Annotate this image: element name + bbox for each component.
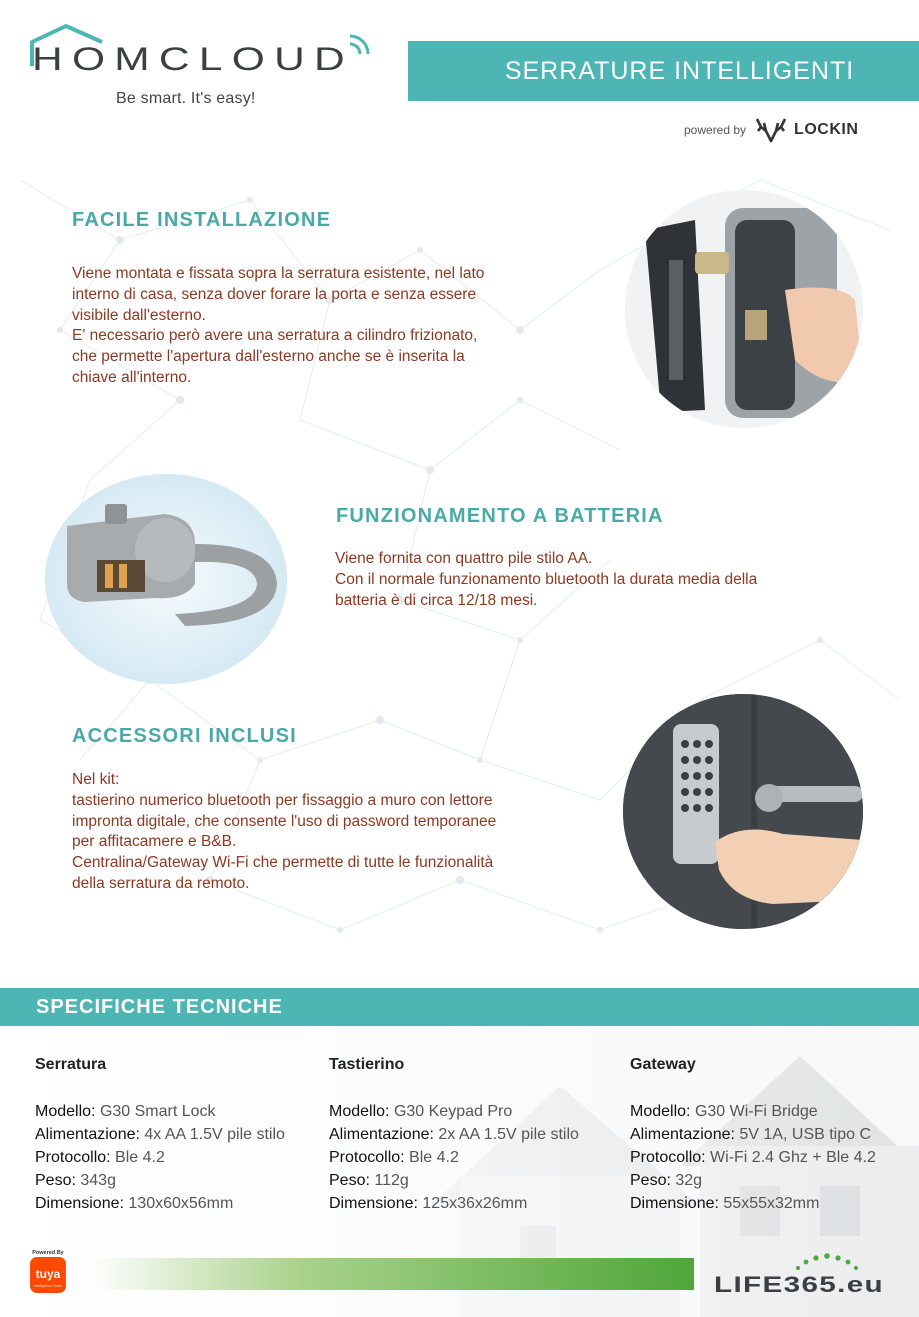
- brand-wordmark: HOMCLOUD: [32, 41, 354, 77]
- spec-row: [630, 1100, 876, 1123]
- body-line: tastierino numerico bluetooth per fissaggio a muro con lettore: [72, 791, 493, 809]
- spec-row: [35, 1169, 285, 1192]
- spec-row: [630, 1123, 876, 1146]
- spec-row: [630, 1169, 876, 1192]
- spec-row: [329, 1123, 579, 1146]
- spec-value: 32g: [675, 1172, 703, 1189]
- body-line: Viene montata e fissata sopra la serratura esistente, nel lato: [72, 265, 485, 282]
- body-line: impronta digitale, che consente l'uso di password temporanee: [72, 812, 497, 830]
- specs-title: SPECIFICHE TECNICHE: [36, 996, 283, 1018]
- spec-heading: Gateway: [630, 1056, 696, 1073]
- spec-value: G30 Wi-Fi Bridge: [694, 1103, 818, 1120]
- tuya-badge: [27, 1248, 69, 1296]
- dots-arc-icon: [796, 1253, 858, 1270]
- specs-header-bar: [0, 988, 919, 1026]
- spec-value: G30 Keypad Pro: [393, 1103, 513, 1120]
- spec-key: Protocollo:: [329, 1149, 405, 1166]
- tuya-subtitle: Intelligence Inside: [33, 1284, 63, 1288]
- house-logo-icon: [22, 24, 382, 88]
- deer-antlers-icon: [754, 117, 788, 143]
- spec-row: [329, 1192, 579, 1215]
- spec-value: 112g: [374, 1172, 409, 1189]
- spec-value: 2x AA 1.5V pile stilo: [438, 1126, 579, 1143]
- spec-key: Modello:: [630, 1103, 691, 1120]
- section-body-accessori: [72, 770, 496, 895]
- spec-key: Alimentazione:: [35, 1126, 140, 1143]
- spec-value: Ble 4.2: [409, 1149, 459, 1166]
- spec-value: 55x55x32mm: [723, 1195, 820, 1212]
- section-title-accessori: ACCESSORI INCLUSI: [72, 725, 297, 747]
- body-line: per affitacamere e B&B.: [72, 833, 237, 851]
- body-line: Con il normale funzionamento bluetooth la durata media della: [335, 570, 758, 588]
- body-line: Nel kit:: [72, 771, 120, 788]
- spec-value: 125x36x26mm: [422, 1195, 528, 1212]
- tagline: Be smart. It's easy!: [116, 90, 256, 107]
- powered-by-lockin: [684, 115, 858, 145]
- spec-value: Ble 4.2: [115, 1149, 165, 1166]
- spec-key: Peso:: [329, 1172, 370, 1189]
- body-line: Viene fornita con quattro pile stilo AA.: [335, 550, 593, 567]
- body-line: E' necessario però avere una serratura a cilindro frizionato,: [72, 327, 478, 345]
- spec-key: Dimensione:: [329, 1195, 418, 1212]
- section-title-batteria: FUNZIONAMENTO A BATTERIA: [336, 505, 664, 527]
- spec-column-serratura: [35, 1056, 285, 1215]
- spec-heading: Tastierino: [329, 1056, 405, 1073]
- spec-value: G30 Smart Lock: [99, 1103, 216, 1120]
- spec-key: Protocollo:: [630, 1149, 706, 1166]
- spec-row: [329, 1169, 579, 1192]
- spec-value: 4x AA 1.5V pile stilo: [144, 1126, 285, 1143]
- spec-key: Alimentazione:: [329, 1126, 434, 1143]
- spec-key: Alimentazione:: [630, 1126, 735, 1143]
- section-body-batteria: [335, 549, 757, 611]
- spec-key: Peso:: [630, 1172, 671, 1189]
- life365-logo: [710, 1250, 890, 1298]
- keypad-photo: [623, 694, 863, 929]
- spec-row: [35, 1146, 285, 1169]
- body-line: della serratura da remoto.: [72, 874, 250, 892]
- spec-key: Dimensione:: [35, 1195, 124, 1212]
- body-line: che permette l'apertura dall'esterno anche se è inserita la: [72, 348, 465, 366]
- spec-key: Modello:: [329, 1103, 390, 1120]
- spec-value: 5V 1A, USB tipo C: [739, 1126, 872, 1143]
- tuya-brand: tuya: [35, 1267, 61, 1281]
- body-line: Centralina/Gateway Wi-Fi che permette di tutte le funzionalità: [72, 854, 494, 872]
- spec-key: Modello:: [35, 1103, 96, 1120]
- spec-column-gateway: [630, 1056, 876, 1215]
- body-line: batteria è di circa 12/18 mesi.: [335, 591, 538, 609]
- powered-by-label: powered by: [684, 123, 747, 137]
- body-line: visibile dall'esterno.: [72, 306, 206, 324]
- life365-wordmark: LIFE365.eu: [714, 1272, 884, 1297]
- spec-value: Wi-Fi 2.4 Ghz + Ble 4.2: [710, 1149, 876, 1166]
- spec-row: [35, 1100, 285, 1123]
- spec-row: [630, 1146, 876, 1169]
- lockin-logo: LOCKIN: [794, 121, 859, 138]
- spec-row: [35, 1123, 285, 1146]
- spec-heading: Serratura: [35, 1056, 107, 1073]
- spec-row: [329, 1100, 579, 1123]
- spec-value: 130x60x56mm: [128, 1195, 234, 1212]
- page-title: SERRATURE INTELLIGENTI: [504, 56, 855, 85]
- title-band: [408, 41, 919, 101]
- installation-photo: [625, 190, 863, 428]
- spec-column-tastierino: [329, 1056, 579, 1215]
- tuya-powered-label: Powered By: [32, 1250, 64, 1256]
- green-gradient-bar: [92, 1258, 694, 1290]
- battery-photo: [45, 474, 287, 684]
- spec-row: [329, 1146, 579, 1169]
- spec-key: Peso:: [35, 1172, 76, 1189]
- spec-key: Protocollo:: [35, 1149, 111, 1166]
- spec-row: [35, 1192, 285, 1215]
- section-body-installazione: [72, 264, 484, 389]
- spec-row: [630, 1192, 876, 1215]
- body-line: interno di casa, senza dover forare la porta e senza essere: [72, 285, 477, 303]
- spec-value: 343g: [80, 1172, 116, 1189]
- section-title-installazione: FACILE INSTALLAZIONE: [72, 209, 332, 231]
- spec-key: Dimensione:: [630, 1195, 719, 1212]
- body-line: chiave all'interno.: [72, 368, 192, 386]
